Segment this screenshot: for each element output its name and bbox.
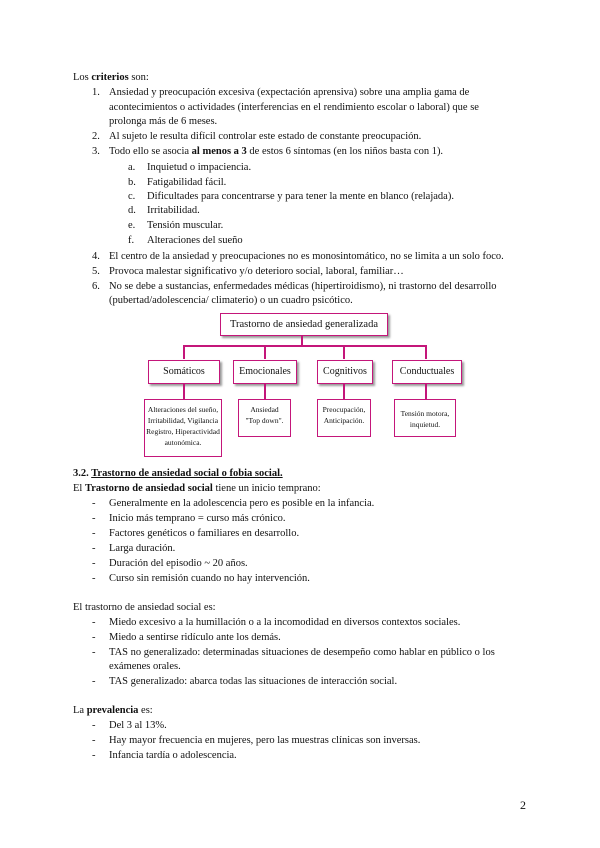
bullet-dash: - [92,647,96,658]
criterion-number: 1. [92,87,100,98]
connector [183,345,426,347]
symptom-text: Tensión muscular. [147,220,224,231]
list-item: TAS no generalizado: determinadas situaciones de desempeño como hablar en público o los [109,647,495,658]
criterion-text: Todo ello se asocia al menos a 3 de estos 6 síntomas (en los niños basta con 1). [109,146,444,157]
bullet-dash: - [92,750,96,761]
criterion-text: Al sujeto le resulta difícil controlar este estado de constante preocupación. [109,131,422,142]
list-item: Infancia tardía o adolescencia. [109,750,237,761]
bullet-dash: - [92,720,96,731]
criterion-text: Provoca malestar significativo y/o deterioro social, laboral, familiar… [109,266,404,277]
connector [264,345,266,359]
criterion-number: 5. [92,266,100,277]
list-item: TAS generalizado: abarca todas las situaciones de interacción social. [109,676,398,687]
list-item: Duración del episodio ~ 20 años. [109,558,248,569]
connector [264,384,266,399]
list-item: Inicio más temprano = curso más crónico. [109,513,286,524]
social-intro: El Trastorno de ansiedad social tiene un inicio temprano: [73,483,321,494]
leaf-somaticos: Alteraciones del sueño, Irritabilidad, Vigilancia Registro, Hiperactividad autonómica. [144,399,222,457]
list-item: Del 3 al 13%. [109,720,167,731]
list-item: Factores genéticos o familiares en desarrollo. [109,528,300,539]
diagram-root: Trastorno de ansiedad generalizada [220,313,388,336]
bullet-dash: - [92,498,96,509]
list-item: Miedo a sentirse ridículo ante los demás. [109,632,281,643]
connector [183,384,185,399]
list-item: Curso sin remisión cuando no hay intervención. [109,573,310,584]
symptom-text: Dificultades para concentrarse y para tener la mente en blanco (relajada). [147,191,454,202]
prevalence-intro: La prevalencia es: [73,705,153,716]
list-item: Generalmente en la adolescencia pero es posible en la infancia. [109,498,375,509]
connector [343,384,345,399]
bullet-dash: - [92,676,96,687]
bullet-dash: - [92,617,96,628]
symptom-text: Irritabilidad. [147,205,200,216]
page-number: 2 [520,798,526,812]
connector [425,384,427,399]
symptom-text: Alteraciones del sueño [147,235,243,246]
social-is-intro: El trastorno de ansiedad social es: [73,602,216,613]
leaf-emocionales: Ansiedad "Top down". [238,399,291,437]
leaf-conductuales: Tensión motora, inquietud. [394,399,456,437]
symptom-letter: c. [128,191,136,202]
criterion-text: Ansiedad y preocupación excesiva (expectación aprensiva) sobre una amplia gama de [109,87,470,98]
criterion-text: prolonga más de 6 meses. [109,116,218,127]
branch-cognitivos: Cognitivos [317,360,373,384]
list-item-continued: exámenes orales. [109,661,181,672]
bullet-dash: - [92,543,96,554]
branch-emocionales: Emocionales [233,360,297,384]
criteria-intro: Los criterios son: [73,72,149,83]
symptom-letter: d. [128,205,136,216]
criterion-number: 3. [92,146,100,157]
connector [183,345,185,359]
symptom-letter: b. [128,177,136,188]
branch-conductuales: Conductuales [392,360,462,384]
list-item: Larga duración. [109,543,176,554]
connector [425,345,427,359]
bullet-dash: - [92,558,96,569]
criterion-text: acontecimientos o actividades (interferencias en el rendimiento escolar o laboral) que se [109,102,479,113]
bullet-dash: - [92,513,96,524]
criterion-number: 6. [92,281,100,292]
section-heading: 3.2. Trastorno de ansiedad social o fobia social. [73,468,283,479]
bullet-dash: - [92,573,96,584]
symptom-letter: a. [128,162,136,173]
connector [343,345,345,359]
leaf-cognitivos: Preocupación, Anticipación. [317,399,371,437]
criterion-text: No se debe a sustancias, enfermedades médicas (hipertiroidismo), ni trastorno del desarrollo [109,281,497,292]
symptom-text: Fatigabilidad fácil. [147,177,227,188]
symptom-letter: e. [128,220,136,231]
criterion-text: (pubertad/adolescencia/ climaterio) o un cuadro psicótico. [109,295,353,306]
bullet-dash: - [92,632,96,643]
symptom-text: Inquietud o impaciencia. [147,162,252,173]
list-item: Miedo excesivo a la humillación o a la incomodidad en diversos contextos sociales. [109,617,461,628]
symptom-letter: f. [128,235,135,246]
branch-somaticos: Somáticos [148,360,220,384]
criterion-number: 4. [92,251,100,262]
list-item: Hay mayor frecuencia en mujeres, pero las muestras clínicas son inversas. [109,735,421,746]
bullet-dash: - [92,735,96,746]
criterion-text: El centro de la ansiedad y preocupaciones no es monosintomático, no se limita a un solo foco. [109,251,504,262]
bullet-dash: - [92,528,96,539]
criterion-number: 2. [92,131,100,142]
